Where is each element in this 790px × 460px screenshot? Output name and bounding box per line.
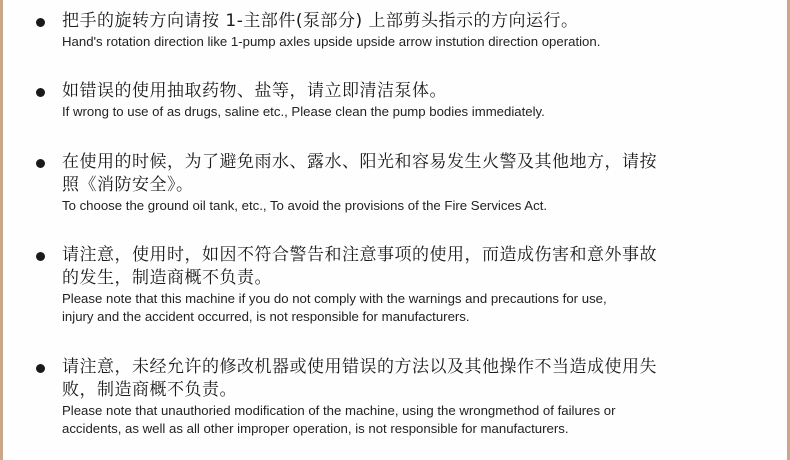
bullet-icon	[36, 88, 45, 97]
zh-line: 在使用的时候，为了避免雨水、露水、阳光和容易发生火警及其他地方，请按	[62, 152, 657, 172]
en-line: accidents, as well as all other improper operation, is not responsible for manufacturers.	[62, 421, 569, 436]
en-line: If wrong to use of as drugs, saline etc., Please clean the pump bodies immediately.	[62, 104, 545, 119]
instruction-en	[62, 290, 776, 326]
left-border	[0, 0, 3, 460]
instruction-zh	[62, 356, 776, 402]
bullet-icon	[36, 252, 45, 261]
en-line: Please note that unauthoried modification of the machine, using the wrongmethod of failures or	[62, 403, 616, 418]
instruction-zh	[62, 151, 776, 197]
zh-line: 败，制造商概不负责。	[62, 380, 237, 400]
instruction-item-4	[36, 244, 776, 326]
instruction-item-3	[36, 151, 776, 215]
instruction-zh	[62, 10, 776, 33]
zh-line: 请注意，使用时，如因不符合警告和注意事项的使用，而造成伤害和意外事故	[62, 245, 657, 265]
instruction-item-5	[36, 356, 776, 438]
instruction-zh	[62, 244, 776, 290]
instruction-item-2	[36, 80, 776, 121]
bullet-icon	[36, 159, 45, 168]
zh-line: 请注意，未经允许的修改机器或使用错误的方法以及其他操作不当造成使用失	[62, 357, 657, 377]
zh-line: 的发生，制造商概不负责。	[62, 268, 272, 288]
en-line: To choose the ground oil tank, etc., To avoid the provisions of the Fire Services Act.	[62, 198, 548, 213]
en-line: Please note that this machine if you do not comply with the warnings and precautions for use,	[62, 291, 607, 306]
zh-line: 如错误的使用抽取药物、盐等，请立即清洁泵体。	[62, 81, 447, 101]
instruction-en	[62, 402, 776, 438]
instruction-en	[62, 197, 776, 215]
instruction-zh	[62, 80, 776, 103]
instruction-en	[62, 103, 776, 121]
en-line: Hand's rotation direction like 1-pump axles upside upside arrow instution direction operation.	[62, 34, 601, 49]
en-line: injury and the accident occurred, is not responsible for manufacturers.	[62, 309, 470, 324]
bullet-icon	[36, 18, 45, 27]
bullet-icon	[36, 364, 45, 373]
zh-line: 照《消防安全》。	[62, 175, 194, 195]
zh-line: 把手的旋转方向请按 1-主部件(泵部分) 上部剪头指示的方向运行。	[62, 11, 579, 31]
instruction-en	[62, 33, 776, 51]
instruction-item-1	[36, 10, 776, 51]
